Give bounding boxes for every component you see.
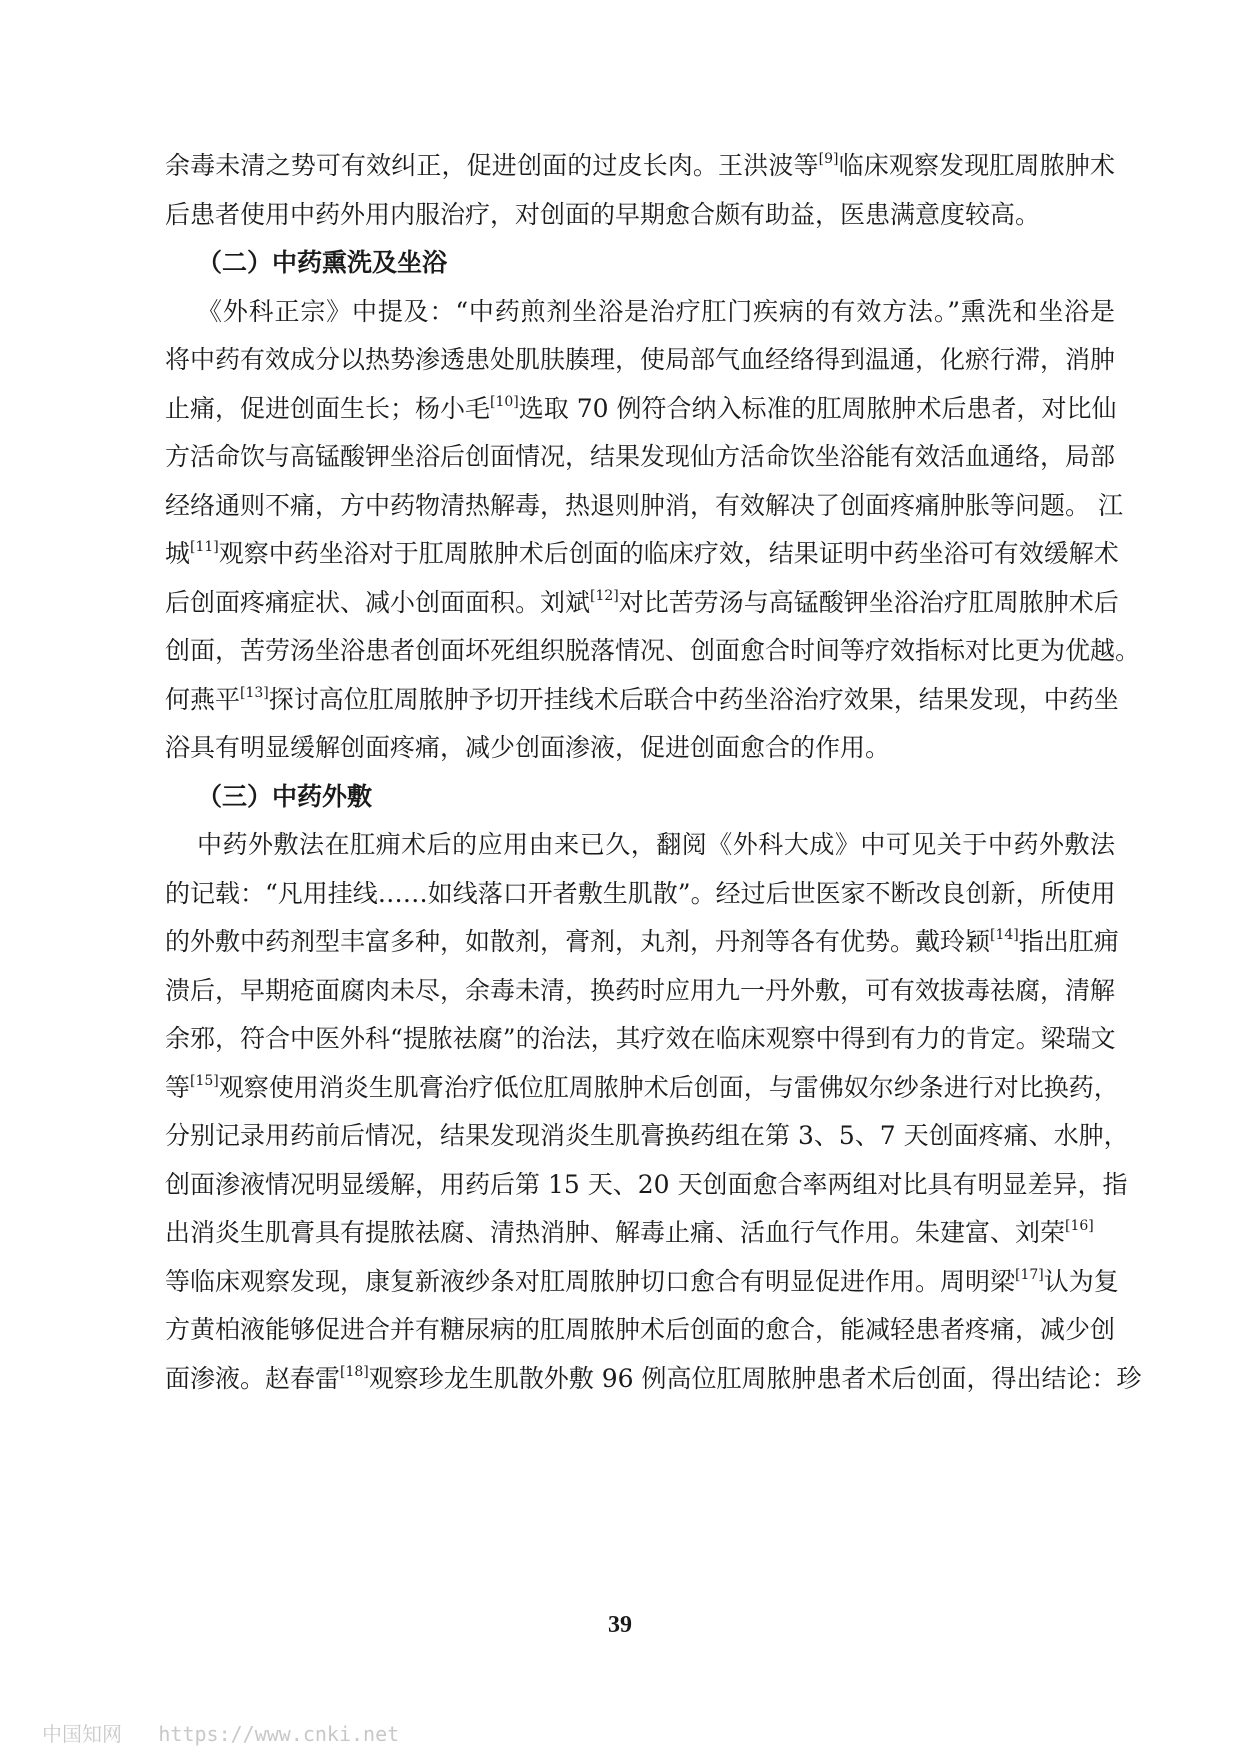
text-line: 城[11]观察中药坐浴对于肛周脓肿术后创面的临床疗效，结果证明中药坐浴可有效缓解术 xyxy=(165,538,1119,568)
text-line: 经络通则不痛，方中药物清热解毒，热退则肿消，有效解决了创面疼痛肿胀等问题。 江 xyxy=(165,491,1123,520)
text-line: 出消炎生肌膏具有提脓祛腐、清热消肿、解毒止痛、活血行气作用。朱建富、刘荣[16] xyxy=(165,1217,1094,1247)
watermark-url: https://www.cnki.net xyxy=(158,1722,400,1746)
text-line: 方黄柏液能够促进合并有糖尿病的肛周脓肿术后创面的愈合，能减轻患者疼痛，减少创 xyxy=(165,1315,1116,1344)
text-line: 分别记录用药前后情况，结果发现消炎生肌膏换药组在第 3、5、7 天创面疼痛、水肿， xyxy=(165,1121,1129,1150)
text-line: 余毒未清之势可有效纠正，促进创面的过皮长肉。王洪波等[9]临床观察发现肛周脓肿术 xyxy=(165,150,1115,180)
text-line: 创面，苦劳汤坐浴患者创面坏死组织脱落情况、创面愈合时间等疗效指标对比更为优越。 xyxy=(165,636,1141,665)
text-line: 创面渗液情况明显缓解，用药后第 15 天、20 天创面愈合率两组对比具有明显差异，指 xyxy=(165,1170,1128,1199)
text-line: 中药外敷法在肛痈术后的应用由来已久，翻阅《外科大成》中可见关于中药外敷法 xyxy=(197,830,1115,859)
text-line: 方活命饮与高锰酸钾坐浴后创面情况，结果发现仙方活命饮坐浴能有效活血通络，局部 xyxy=(165,442,1116,471)
text-line: 的外敷中药剂型丰富多种，如散剂，膏剂，丸剂，丹剂等各有优势。戴玲颖[14]指出肛痈 xyxy=(165,926,1119,956)
text-line: 何燕平[13]探讨高位肛周脓肿予切开挂线术后联合中药坐浴治疗效果，结果发现，中药坐 xyxy=(165,684,1119,714)
text-line: 的记载：“凡用挂线……如线落口开者敷生肌散”。经过后世医家不断改良创新，所使用 xyxy=(165,879,1116,908)
text-line: 等[15]观察使用消炎生肌膏治疗低位肛周脓肿术后创面，与雷佛奴尔纱条进行对比换药， xyxy=(165,1072,1119,1102)
section-heading: （三）中药外敷 xyxy=(197,782,373,811)
cnki-watermark xyxy=(42,1718,399,1747)
text-line: 止痛，促进创面生长；杨小毛[10]选取 70 例符合纳入标准的肛周脓肿术后患者，对比仙 xyxy=(165,393,1117,423)
text-line: 等临床观察发现，康复新液纱条对肛周脓肿切口愈合有明显促进作用。周明梁[17]认为复 xyxy=(165,1266,1119,1296)
text-line: 浴具有明显缓解创面疼痛，减少创面渗液，促进创面愈合的作用。 xyxy=(165,733,891,762)
text-line: 余邪，符合中医外科“提脓祛腐”的治法，其疗效在临床观察中得到有力的肯定。梁瑞文 xyxy=(165,1024,1116,1053)
section-heading: （二）中药熏洗及坐浴 xyxy=(197,248,448,277)
text-line: 《外科正宗》中提及：“中药煎剂坐浴是治疗肛门疾病的有效方法。”熏洗和坐浴是 xyxy=(197,297,1115,326)
watermark-brand: 中国知网 xyxy=(42,1722,122,1746)
text-line: 将中药有效成分以热势渗透患处肌肤腠理，使局部气血经络得到温通，化瘀行滞，消肿 xyxy=(165,345,1116,374)
text-line: 溃后，早期疮面腐肉未尽，余毒未清，换药时应用九一丹外敷，可有效拔毒祛腐，清解 xyxy=(165,976,1116,1005)
page-number: 39 xyxy=(608,1612,632,1638)
text-line: 后创面疼痛症状、减小创面面积。刘斌[12]对比苦劳汤与高锰酸钾坐浴治疗肛周脓肿术后 xyxy=(165,587,1119,617)
text-line: 后患者使用中药外用内服治疗，对创面的早期愈合颇有助益，医患满意度较高。 xyxy=(165,200,1041,229)
text-line: 面渗液。赵春雷[18]观察珍龙生肌散外敷 96 例高位肛周脓肿患者术后创面，得出结论：珍 xyxy=(165,1363,1142,1393)
